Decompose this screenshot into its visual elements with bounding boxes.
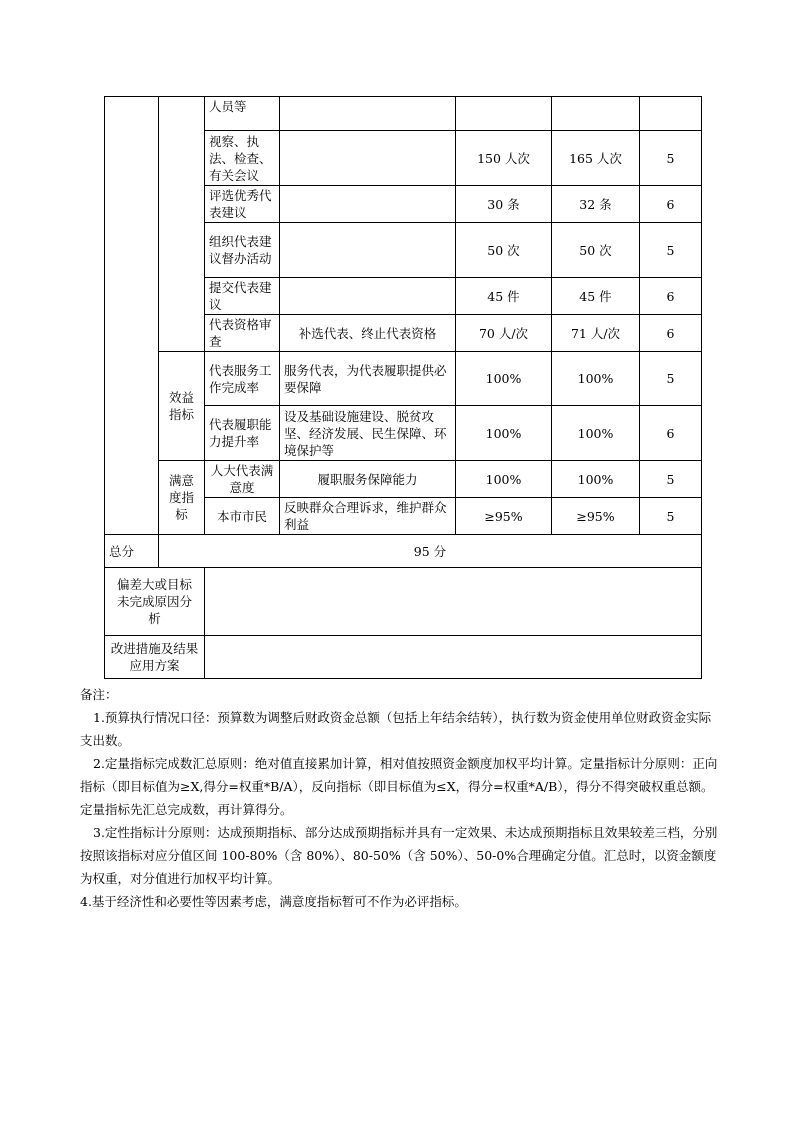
- subcategory-cell: [159, 97, 205, 352]
- score-cell: 6: [640, 406, 702, 461]
- actual-cell: 100%: [552, 352, 640, 406]
- target-cell: 100%: [456, 352, 552, 406]
- table-row: [105, 636, 702, 679]
- score-cell: 5: [640, 223, 702, 278]
- note-4: 4.基于经济性和必要性等因素考虑，满意度指标暂可不作为必评指标。: [80, 894, 467, 909]
- table-row: [105, 535, 702, 568]
- content-cell: 补选代表、终止代表资格: [280, 315, 456, 352]
- content-cell: 反映群众合理诉求，维护群众利益: [280, 498, 456, 535]
- content-cell: 履职服务保障能力: [280, 461, 456, 498]
- satisfaction-label: 满意度指标: [159, 461, 205, 535]
- indicator-cell: 本市市民: [205, 498, 280, 535]
- deviation-label: 偏差大或目标未完成原因分析: [105, 568, 205, 636]
- indicator-cell: 提交代表建议: [205, 278, 280, 315]
- content-cell: [280, 278, 456, 315]
- target-cell: [456, 97, 552, 131]
- target-cell: 50 次: [456, 223, 552, 278]
- table-row: [105, 352, 702, 406]
- actual-cell: 50 次: [552, 223, 640, 278]
- content-cell: 服务代表，为代表履职提供必要保障: [280, 352, 456, 406]
- note-2: 2.定量指标完成数汇总原则：绝对值直接累加计算，相对值按照资金额度加权平均计算。定量指标计分原则：正向指标（即目标值为≥X,得分=权重*B/A），反向指标（即目标值为≤X，得分=权重*A/B），得分不得突破权重总额。定量指标先汇总完成数，再计算得分。: [80, 756, 718, 817]
- indicator-cell: 评选优秀代表建议: [205, 186, 280, 223]
- target-cell: 70 人/次: [456, 315, 552, 352]
- score-cell: 5: [640, 352, 702, 406]
- indicator-cell: 人员等: [205, 97, 280, 131]
- improve-value: [205, 636, 702, 679]
- score-cell: 5: [640, 461, 702, 498]
- category-cell: [105, 97, 159, 535]
- actual-cell: 32 条: [552, 186, 640, 223]
- target-cell: 100%: [456, 406, 552, 461]
- actual-cell: [552, 97, 640, 131]
- notes-title: 备注：: [80, 687, 118, 702]
- content-cell: [280, 131, 456, 186]
- actual-cell: 165 人次: [552, 131, 640, 186]
- total-value: 95 分: [159, 535, 702, 568]
- content-cell: 设及基础设施建设、脱贫攻坚、经济发展、民生保障、环境保护等: [280, 406, 456, 461]
- content-cell: [280, 223, 456, 278]
- indicator-cell: 代表履职能力提升率: [205, 406, 280, 461]
- target-cell: ≥95%: [456, 498, 552, 535]
- indicator-cell: 视察、执法、检查、有关会议: [205, 131, 280, 186]
- performance-table: [104, 96, 702, 679]
- score-cell: 6: [640, 186, 702, 223]
- score-cell: 5: [640, 498, 702, 535]
- score-cell: 6: [640, 278, 702, 315]
- improve-label: 改进措施及结果应用方案: [105, 636, 205, 679]
- notes-section: [80, 683, 720, 913]
- actual-cell: 100%: [552, 406, 640, 461]
- deviation-value: [205, 568, 702, 636]
- content-cell: [280, 186, 456, 223]
- benefit-label: 效益指标: [159, 352, 205, 461]
- table-row: [105, 461, 702, 498]
- actual-cell: 100%: [552, 461, 640, 498]
- note-1: 1.预算执行情况口径：预算数为调整后财政资金总额（包括上年结余结转），执行数为资金使用单位财政资金实际支出数。: [80, 710, 712, 748]
- table-row: [105, 97, 702, 131]
- target-cell: 30 条: [456, 186, 552, 223]
- actual-cell: 71 人/次: [552, 315, 640, 352]
- content-cell: [280, 97, 456, 131]
- indicator-cell: 代表资格审查: [205, 315, 280, 352]
- indicator-cell: 代表服务工作完成率: [205, 352, 280, 406]
- actual-cell: ≥95%: [552, 498, 640, 535]
- note-3: 3.定性指标计分原则：达成预期指标、部分达成预期指标并具有一定效果、未达成预期指标且效果较差三档，分别按照该指标对应分值区间 100-80%（含 80%）、80-50%（含 50%）、50-0%合理确定分值。汇总时，以资金额度为权重，对分值进行加权平均计算。: [80, 825, 718, 886]
- indicator-cell: 人大代表满意度: [205, 461, 280, 498]
- score-cell: [640, 97, 702, 131]
- score-cell: 6: [640, 315, 702, 352]
- target-cell: 150 人次: [456, 131, 552, 186]
- table-row: [105, 568, 702, 636]
- indicator-cell: 组织代表建议督办活动: [205, 223, 280, 278]
- target-cell: 45 件: [456, 278, 552, 315]
- score-cell: 5: [640, 131, 702, 186]
- total-label: 总分: [105, 535, 159, 568]
- target-cell: 100%: [456, 461, 552, 498]
- actual-cell: 45 件: [552, 278, 640, 315]
